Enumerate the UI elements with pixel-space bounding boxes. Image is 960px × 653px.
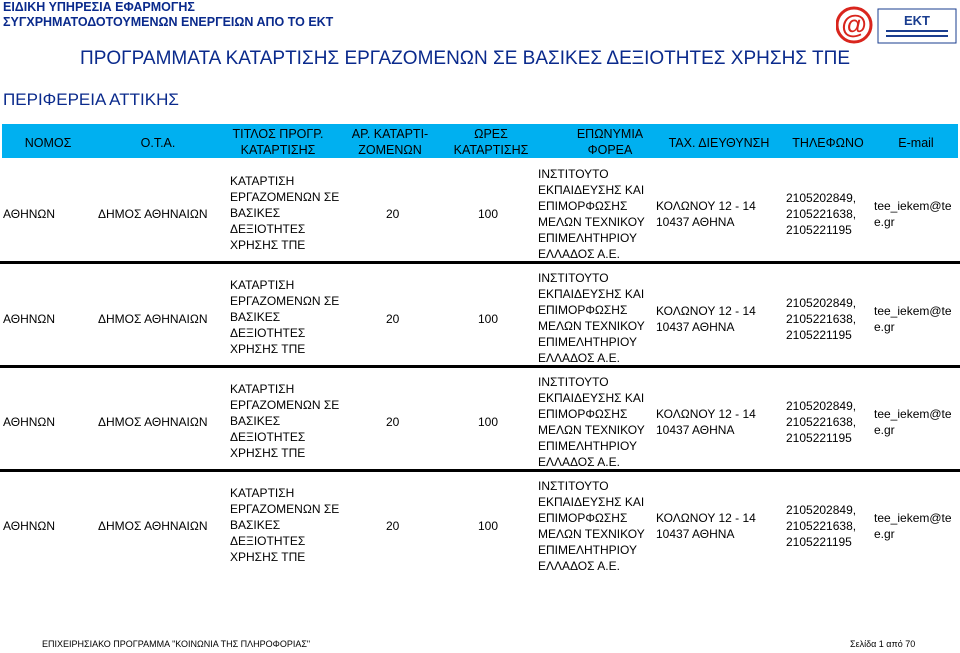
cell-title: ΚΑΤΑΡΤΙΣΗ ΕΡΓΑΖΟΜΕΝΩΝ ΣΕ ΒΑΣΙΚΕΣ ΔΕΞΙΟΤΗΤΕΣ ΧΡΗΣΗΣ ΤΠΕ (230, 174, 340, 252)
cell-email[interactable]: tee_iekem@te e.gr (874, 199, 952, 229)
row-separator (0, 365, 960, 368)
row-separator (0, 469, 960, 472)
cell-phone: 2105202849, 2105221638, 2105221195 (786, 191, 857, 237)
footer-page-number: Σελίδα 1 από 70 (850, 639, 916, 649)
cell-nomos: ΑΘΗΝΩΝ (3, 415, 56, 429)
page-title: ΠΡΟΓΡΑΜΜΑΤΑ ΚΑΤΑΡΤΙΣΗΣ ΕΡΓΑΖΟΜΕΝΩΝ ΣΕ ΒΑΣΙΚΕΣ ΔΕΞΙΟΤΗΤΕΣ ΧΡΗΣΗΣ ΤΠΕ (80, 48, 850, 69)
cell-title: ΚΑΤΑΡΤΙΣΗ ΕΡΓΑΖΟΜΕΝΩΝ ΣΕ ΒΑΣΙΚΕΣ ΔΕΞΙΟΤΗΤΕΣ ΧΡΗΣΗΣ ΤΠΕ (230, 278, 340, 356)
cell-email[interactable]: tee_iekem@te e.gr (874, 511, 952, 541)
cell-address: ΚΟΛΩΝΟΥ 12 - 14 10437 ΑΘΗΝΑ (656, 511, 756, 541)
col-header-email: E-mail (898, 136, 934, 150)
cell-provider: ΙΝΣΤΙΤΟΥΤΟ ΕΚΠΑΙΔΕΥΣΗΣ ΚΑΙ ΕΠΙΜΟΡΦΩΣΗΣ ΜΕΛΩΝ ΤΕΧΝΙΚΟΥ ΕΠΙΜΕΛΗΤΗΡΙΟΥ ΕΛΛΑΔΟΣ Α.Ε. (538, 479, 645, 573)
cell-nomos: ΑΘΗΝΩΝ (3, 312, 56, 326)
region-title: ΠΕΡΙΦΕΡΕΙΑ ΑΤΤΙΚΗΣ (3, 90, 179, 109)
cell-trainees: 20 (386, 207, 400, 221)
agency-line-1: ΕΙΔΙΚΗ ΥΠΗΡΕΣΙΑ ΕΦΑΡΜΟΓΗΣ (3, 0, 195, 14)
cell-email[interactable]: tee_iekem@te e.gr (874, 407, 952, 437)
cell-hours: 100 (478, 415, 499, 429)
cell-provider: ΙΝΣΤΙΤΟΥΤΟ ΕΚΠΑΙΔΕΥΣΗΣ ΚΑΙ ΕΠΙΜΟΡΦΩΣΗΣ ΜΕΛΩΝ ΤΕΧΝΙΚΟΥ ΕΠΙΜΕΛΗΤΗΡΙΟΥ ΕΛΛΑΔΟΣ Α.Ε. (538, 271, 645, 365)
col-header-phone: ΤΗΛΕΦΩΝΟ (792, 136, 864, 150)
cell-phone: 2105202849, 2105221638, 2105221195 (786, 296, 857, 342)
cell-provider: ΙΝΣΤΙΤΟΥΤΟ ΕΚΠΑΙΔΕΥΣΗΣ ΚΑΙ ΕΠΙΜΟΡΦΩΣΗΣ ΜΕΛΩΝ ΤΕΧΝΙΚΟΥ ΕΠΙΜΕΛΗΤΗΡΙΟΥ ΕΛΛΑΔΟΣ Α.Ε. (538, 375, 645, 469)
col-header-ota: Ο.Τ.Α. (140, 136, 176, 150)
agency-line-2: ΣΥΓΧΡΗΜΑΤΟΔΟΤΟΥΜΕΝΩΝ ΕΝΕΡΓΕΙΩΝ ΑΠΟ ΤΟ ΕΚΤ (3, 15, 334, 29)
ekt-logo (836, 5, 958, 45)
cell-trainees: 20 (386, 519, 400, 533)
cell-hours: 100 (478, 519, 499, 533)
col-header-nomos: ΝΟΜΟΣ (24, 136, 72, 150)
cell-trainees: 20 (386, 415, 400, 429)
cell-nomos: ΑΘΗΝΩΝ (3, 519, 56, 533)
cell-ota: ΔΗΜΟΣ ΑΘΗΝΑΙΩΝ (98, 312, 208, 326)
col-header-address: ΤΑΧ. ΔΙΕΥΘΥΝΣΗ (668, 136, 770, 150)
cell-provider: ΙΝΣΤΙΤΟΥΤΟ ΕΚΠΑΙΔΕΥΣΗΣ ΚΑΙ ΕΠΙΜΟΡΦΩΣΗΣ ΜΕΛΩΝ ΤΕΧΝΙΚΟΥ ΕΠΙΜΕΛΗΤΗΡΙΟΥ ΕΛΛΑΔΟΣ Α.Ε. (538, 167, 645, 261)
col-header-hours: ΩΡΕΣ ΚΑΤΑΡΤΙΣΗΣ (453, 127, 529, 157)
col-header-title: ΤΙΤΛΟΣ ΠΡΟΓΡ. ΚΑΤΑΡΤΙΣΗΣ (232, 127, 324, 157)
svg-text:@: @ (841, 9, 867, 39)
cell-title: ΚΑΤΑΡΤΙΣΗ ΕΡΓΑΖΟΜΕΝΩΝ ΣΕ ΒΑΣΙΚΕΣ ΔΕΞΙΟΤΗΤΕΣ ΧΡΗΣΗΣ ΤΠΕ (230, 382, 340, 460)
cell-title: ΚΑΤΑΡΤΙΣΗ ΕΡΓΑΖΟΜΕΝΩΝ ΣΕ ΒΑΣΙΚΕΣ ΔΕΞΙΟΤΗΤΕΣ ΧΡΗΣΗΣ ΤΠΕ (230, 486, 340, 564)
cell-ota: ΔΗΜΟΣ ΑΘΗΝΑΙΩΝ (98, 207, 208, 221)
col-header-trainees: ΑΡ. ΚΑΤΑΡΤΙ- ΖΟΜΕΝΩΝ (351, 127, 429, 157)
cell-ota: ΔΗΜΟΣ ΑΘΗΝΑΙΩΝ (98, 415, 208, 429)
cell-trainees: 20 (386, 312, 400, 326)
cell-nomos: ΑΘΗΝΩΝ (3, 207, 56, 221)
cell-address: ΚΟΛΩΝΟΥ 12 - 14 10437 ΑΘΗΝΑ (656, 199, 756, 229)
cell-ota: ΔΗΜΟΣ ΑΘΗΝΑΙΩΝ (98, 519, 208, 533)
col-header-provider: ΕΠΩΝΥΜΙΑ ΦΟΡΕΑ (576, 127, 644, 157)
cell-phone: 2105202849, 2105221638, 2105221195 (786, 503, 857, 549)
cell-phone: 2105202849, 2105221638, 2105221195 (786, 399, 857, 445)
cell-address: ΚΟΛΩΝΟΥ 12 - 14 10437 ΑΘΗΝΑ (656, 407, 756, 437)
cell-address: ΚΟΛΩΝΟΥ 12 - 14 10437 ΑΘΗΝΑ (656, 304, 756, 334)
agency-header (3, 0, 333, 30)
row-separator (0, 261, 960, 264)
logo-text: ΕΚΤ (904, 13, 930, 28)
cell-email[interactable]: tee_iekem@te e.gr (874, 304, 952, 334)
footer-program: ΕΠΙΧΕΙΡΗΣΙΑΚΟ ΠΡΟΓΡΑΜΜΑ "ΚΟΙΝΩΝΙΑ ΤΗΣ ΠΛΗΡΟΦΟΡΙΑΣ" (42, 639, 311, 649)
cell-hours: 100 (478, 312, 499, 326)
cell-hours: 100 (478, 207, 499, 221)
